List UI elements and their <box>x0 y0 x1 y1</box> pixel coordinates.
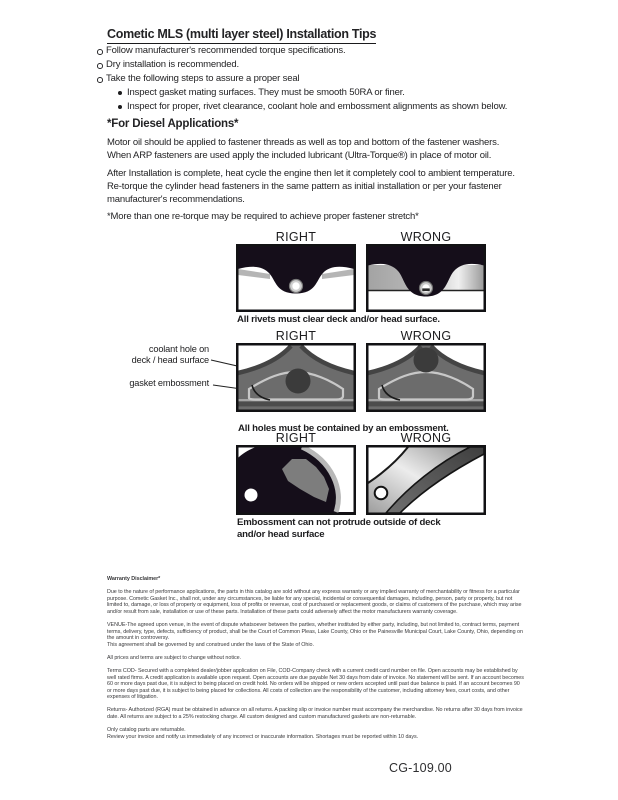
open-bullet-icon <box>97 49 103 55</box>
diesel-heading: *For Diesel Applications* <box>107 118 239 130</box>
hole-right-illustration <box>236 343 356 412</box>
installation-tips-list <box>97 44 507 114</box>
page-title: Cometic MLS (multi layer steel) Installation Tips <box>107 27 376 44</box>
list-item-text: Dry installation is recommended. <box>106 59 240 70</box>
warranty-heading: Warranty Disclaimer* <box>107 576 161 582</box>
warranty-paragraph: VENUE-The agreed upon venue, in the event of dispute whatsoever between the parties, whether instituted by either party, including, but not limited to, contract terms, payment terms, delivery, type, defects, sufficiency of product, shall be the Court of Common Pleas, Lake County, Ohio or the Painesville Municipal Court, Lake County, Ohio, depending on the amount in controversy. <box>107 621 523 642</box>
right-label: RIGHT <box>275 329 317 343</box>
list-item-text: Take the following steps to assure a proper seal <box>106 73 300 84</box>
list-item <box>97 72 507 86</box>
embossment-wrong-illustration <box>366 445 486 515</box>
list-item-text: Inspect gasket mating surfaces. They must be smooth 50RA or finer. <box>127 87 405 98</box>
embossment-right-illustration <box>236 445 356 515</box>
warranty-disclaimer <box>107 576 525 740</box>
warranty-paragraph: Review your invoice and notify us immediately of any incorrect or inaccurate information. Shortages must be reported within 10 days. <box>107 733 419 740</box>
warranty-paragraph: Terms COD- Secured with a completed dealer/jobber application on File, COD-Company check with a current credit card number on file. Open accounts may be established by well rated firms. A credit application is available upon request. Open accounts are due payable Net 30 days from date of invoice. No statement will be sent. If an account becomes 60 or more days past due, it is subject to being placed on credit hold. No orders will be shipped or new orders accepted until past due balance is paid. If an account becomes 90 or more days past due, it is subject to being placed for collections. All costs of collection are the responsibility of the customer, including attorney fees, court costs, and other expenses of litigation. <box>107 667 524 701</box>
embossment-caption-line2: and/or head surface <box>237 529 325 540</box>
hole-wrong-diagram <box>366 343 486 411</box>
list-item <box>97 44 507 58</box>
hole-right-diagram <box>236 343 356 411</box>
retorque-note: *More than one re-torque may be required to achieve proper fastener stretch* <box>107 211 419 222</box>
right-label: RIGHT <box>275 230 317 244</box>
embossment-wrong-diagram <box>366 445 486 513</box>
rivet-right-illustration <box>236 244 356 312</box>
wrong-label: WRONG <box>400 329 452 343</box>
right-label: RIGHT <box>275 431 317 445</box>
filled-bullet-icon <box>118 91 122 95</box>
bolt-hole <box>375 487 388 500</box>
warranty-paragraph: Returns- Authorized (RGA) must be obtained in advance on all returns. A packing slip or invoice number must accompany the merchandise. No returns after 30 days from invoice date. All returns are subject to a 25% restocking charge. All custom designed and custom manufactured gaskets are non-returnable. <box>107 707 523 720</box>
rivet-caption: All rivets must clear deck and/or head surface. <box>237 314 440 325</box>
wrong-label: WRONG <box>400 431 452 445</box>
list-item <box>97 58 507 72</box>
coolant-hole-label: coolant hole on deck / head surface <box>131 344 209 365</box>
diesel-paragraph-2: After Installation is complete, heat cycle the engine then let it completely cool to ambient temperature. Re-torque the cylinder head fasteners in the same pattern as initial installation or per your fastener manufacturer's recommendations. <box>107 168 515 206</box>
open-bullet-icon <box>97 77 103 83</box>
list-item-text: Inspect for proper, rivet clearance, coolant hole and embossment alignments as shown below. <box>127 101 508 112</box>
coolant-hole <box>414 348 439 373</box>
warranty-paragraph: Due to the nature of performance applications, the parts in this catalog are sold without any express warranty or any implied warranty of merchantability or fitness for a particular purpose. Cometic Gasket Inc., shall not, under any circumstances, be liable for any special, incidental or consequential damages, including, person, party or property, but not limited to, damage, or loss of property or equipment, loss of profits or revenue, cost of purchased or replacement goods, or claims of customers of the purchase, which may arise and/or result from sale, installation or use of these parts. Installation of these parts could adversely affect the motor manufacturers warranty coverage. <box>107 589 522 615</box>
hole-wrong-illustration <box>366 343 486 412</box>
coolant-hole <box>286 369 311 394</box>
filled-bullet-icon <box>118 105 122 109</box>
warranty-paragraph: Only catalog parts are returnable. <box>107 727 186 734</box>
list-item <box>118 100 507 114</box>
bolt-hole <box>245 489 258 502</box>
rivet-right-diagram <box>236 244 356 312</box>
interference-line <box>422 288 429 291</box>
embossment-caption-line1: Embossment can not protrude outside of deck <box>237 517 441 528</box>
embossment-right-diagram <box>236 445 356 513</box>
wrong-label: WRONG <box>400 230 452 244</box>
rivet-wrong-illustration <box>366 244 486 312</box>
diesel-paragraph-1: Motor oil should be applied to fastener threads as well as top and bottom of the fastener washers. When ARP fasteners are used apply the included lubricant (Ultra-Torque®) in place of motor oil. <box>107 137 500 162</box>
warranty-paragraph: All prices and terms are subject to change without notice. <box>107 654 242 661</box>
list-item-text: Follow manufacturer's recommended torque specifications. <box>106 45 346 56</box>
list-item <box>118 86 507 100</box>
rivet-wrong-diagram <box>366 244 486 312</box>
gasket-embossment-label: gasket embossment <box>129 378 209 388</box>
warranty-paragraph: This agreement shall be governed by and construed under the laws of the State of Ohio. <box>107 641 314 648</box>
catalog-page-number: CG-109.00 <box>389 761 452 775</box>
hole-caption: All holes must be contained by an embossment. <box>238 423 449 434</box>
open-bullet-icon <box>97 63 103 69</box>
